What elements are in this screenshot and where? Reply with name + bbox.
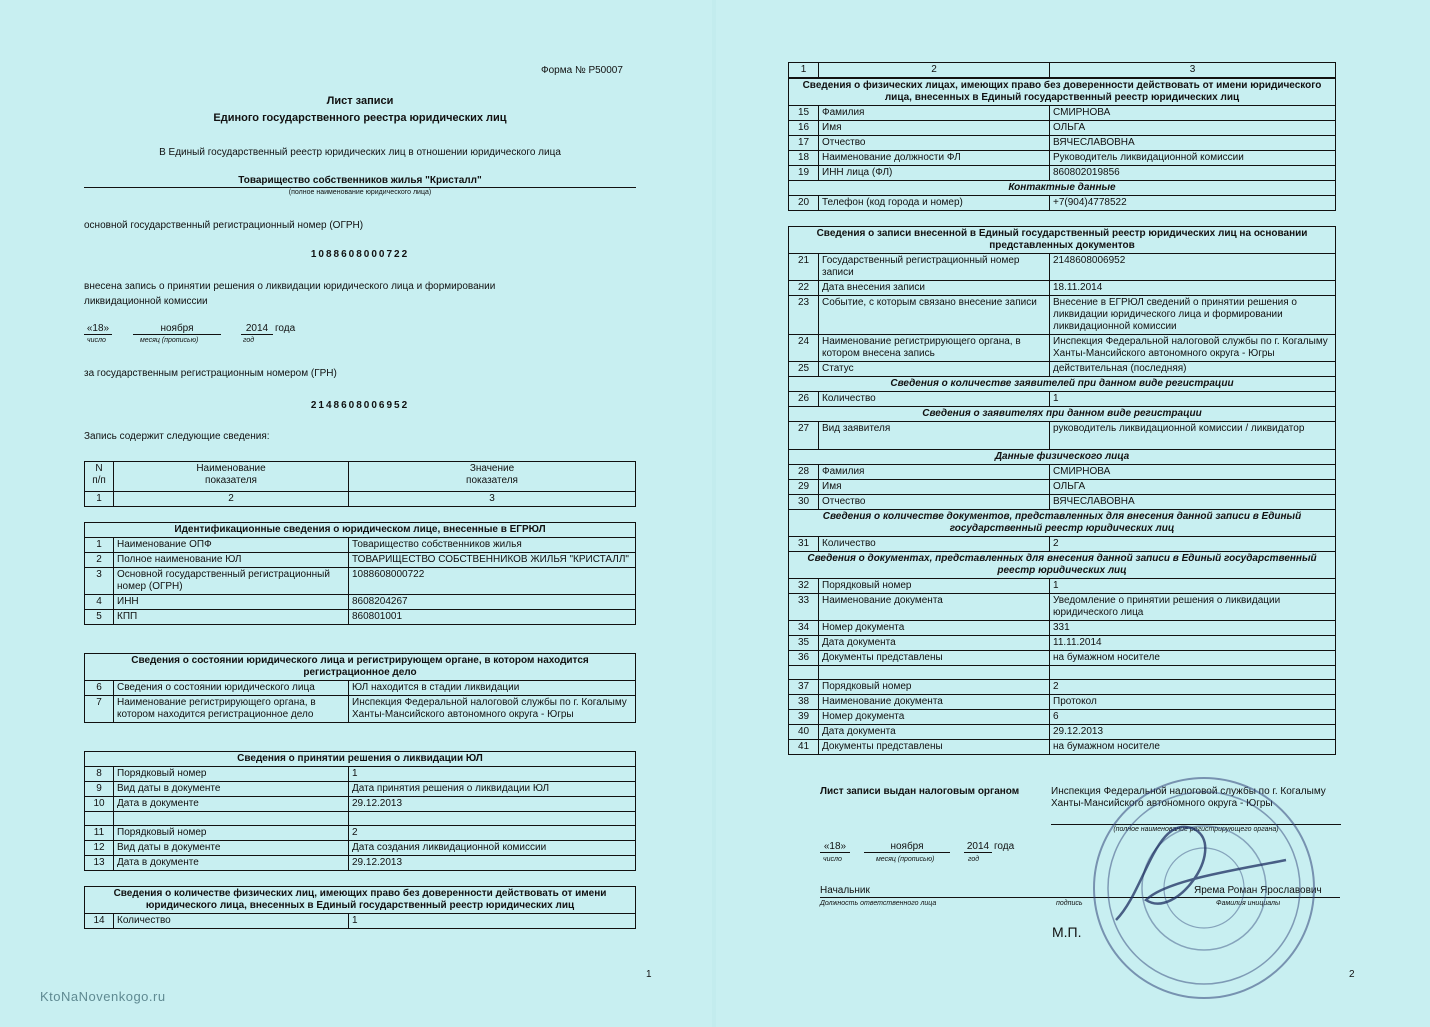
row-label: Количество bbox=[819, 537, 1050, 552]
date-day: «18» bbox=[84, 323, 112, 335]
row-value: на бумажном носителе bbox=[1050, 740, 1336, 755]
section-persons-count bbox=[84, 886, 636, 929]
table-row bbox=[789, 695, 1336, 710]
subsection-title: Сведения о количестве заявителей при данном виде регистрации bbox=[789, 377, 1336, 392]
row-value: ЮЛ находится в стадии ликвидации bbox=[349, 681, 636, 696]
row-label: Статус bbox=[819, 362, 1050, 377]
date-month: ноября bbox=[864, 841, 950, 853]
row-value: 1 bbox=[349, 914, 636, 929]
table-row bbox=[85, 856, 636, 871]
section-status bbox=[84, 653, 636, 723]
row-label: Имя bbox=[819, 480, 1050, 495]
row-label: ИНН bbox=[114, 595, 349, 610]
row-number bbox=[789, 666, 819, 680]
row-number: 25 bbox=[789, 362, 819, 377]
row-value: 29.12.2013 bbox=[349, 797, 636, 812]
row-label: Наименование регистрирующего органа, в котором внесена запись bbox=[819, 335, 1050, 362]
row-value: ВЯЧЕСЛАВОВНА bbox=[1050, 495, 1336, 510]
table-row bbox=[789, 362, 1336, 377]
row-number: 41 bbox=[789, 740, 819, 755]
table-row bbox=[789, 710, 1336, 725]
row-label: Наименование ОПФ bbox=[114, 538, 349, 553]
table-row bbox=[789, 725, 1336, 740]
position-value: Начальник bbox=[820, 885, 870, 896]
section-liquidation-decision bbox=[84, 751, 636, 871]
entry-line-1: внесена запись о принятии решения о ликвидации юридического лица и формировании bbox=[84, 281, 496, 292]
page-number: 1 bbox=[646, 969, 652, 980]
row-label: Дата внесения записи bbox=[819, 281, 1050, 296]
row-value: ВЯЧЕСЛАВОВНА bbox=[1050, 136, 1336, 151]
row-number: 1 bbox=[85, 538, 114, 553]
table-row bbox=[789, 136, 1336, 151]
signer-caption: Фамилия инициалы bbox=[1216, 900, 1281, 907]
table-row bbox=[85, 595, 636, 610]
row-number: 4 bbox=[85, 595, 114, 610]
caption-day: число bbox=[823, 856, 842, 863]
row-number: 28 bbox=[789, 465, 819, 480]
caption-day: число bbox=[87, 337, 106, 344]
row-number: 6 bbox=[85, 681, 114, 696]
row-number: 13 bbox=[85, 856, 114, 871]
row-value: Руководитель ликвидационной комиссии bbox=[1050, 151, 1336, 166]
table-row bbox=[789, 651, 1336, 666]
row-value: ТОВАРИЩЕСТВО СОБСТВЕННИКОВ ЖИЛЬЯ "КРИСТАЛЛ" bbox=[349, 553, 636, 568]
row-number: 23 bbox=[789, 296, 819, 335]
row-label: Дата документа bbox=[819, 725, 1050, 740]
row-label: Полное наименование ЮЛ bbox=[114, 553, 349, 568]
row-value: 860802019856 bbox=[1050, 166, 1336, 181]
row-value: +7(904)4778522 bbox=[1050, 196, 1336, 211]
row-label: Вид даты в документе bbox=[114, 782, 349, 797]
header-num-2: 2 bbox=[819, 63, 1050, 78]
date-year: 2014 bbox=[241, 323, 273, 335]
row-number: 30 bbox=[789, 495, 819, 510]
row-label: Порядковый номер bbox=[819, 579, 1050, 594]
issued-value: Инспекция Федеральной налоговой службы по г. Когалыму Ханты-Мансийского автономного округа - Югры bbox=[1051, 786, 1326, 809]
row-label: КПП bbox=[114, 610, 349, 625]
table-row bbox=[85, 568, 636, 595]
row-label: Имя bbox=[819, 121, 1050, 136]
row-value: Внесение в ЕГРЮЛ сведений о принятии решения о ликвидации юридического лица и формировании ликвидационной комиссии bbox=[1050, 296, 1336, 335]
table-row bbox=[789, 636, 1336, 651]
row-value: 1 bbox=[349, 767, 636, 782]
row-number: 21 bbox=[789, 254, 819, 281]
row-number: 8 bbox=[85, 767, 114, 782]
table-row bbox=[789, 579, 1336, 594]
table-row bbox=[789, 422, 1336, 450]
entry-line-2: ликвидационной комиссии bbox=[84, 296, 208, 307]
section-title: Сведения о состоянии юридического лица и регистрирующем органе, в котором находится регистрационное дело bbox=[85, 654, 636, 681]
row-label: Наименование регистрирующего органа, в котором находится регистрационное дело bbox=[114, 696, 349, 723]
table-row bbox=[85, 914, 636, 929]
signer-name: Ярема Роман Ярославович bbox=[1194, 885, 1322, 896]
row-value: Инспекция Федеральной налоговой службы по г. Когалыму Ханты-Мансийского автономного округа - Югры bbox=[1050, 335, 1336, 362]
row-label: Событие, с которым связано внесение записи bbox=[819, 296, 1050, 335]
row-label: Отчество bbox=[819, 136, 1050, 151]
row-number: 38 bbox=[789, 695, 819, 710]
subsection-title: Контактные данные bbox=[789, 181, 1336, 196]
row-label: Дата в документе bbox=[114, 856, 349, 871]
row-value: 331 bbox=[1050, 621, 1336, 636]
row-value: 2 bbox=[1050, 537, 1336, 552]
subsection-title: Сведения о заявителях при данном виде регистрации bbox=[789, 407, 1336, 422]
row-number: 33 bbox=[789, 594, 819, 621]
page-1 bbox=[0, 0, 712, 1027]
section-title: Идентификационные сведения о юридическом лице, внесенные в ЕГРЮЛ bbox=[85, 523, 636, 538]
row-value bbox=[349, 812, 636, 826]
row-label: Дата документа bbox=[819, 636, 1050, 651]
row-number: 5 bbox=[85, 610, 114, 625]
row-value bbox=[1050, 666, 1336, 680]
row-number: 36 bbox=[789, 651, 819, 666]
table-row bbox=[85, 797, 636, 812]
table-row bbox=[789, 740, 1336, 755]
page-2 bbox=[716, 0, 1430, 1027]
row-value: ОЛЬГА bbox=[1050, 480, 1336, 495]
org-caption: (полное наименование юридического лица) bbox=[288, 189, 432, 196]
row-value: Дата принятия решения о ликвидации ЮЛ bbox=[349, 782, 636, 797]
row-value: 1 bbox=[1050, 392, 1336, 407]
row-value: 860801001 bbox=[349, 610, 636, 625]
date-day: «18» bbox=[820, 841, 850, 853]
row-value: Дата создания ликвидационной комиссии bbox=[349, 841, 636, 856]
header-table bbox=[788, 62, 1336, 78]
row-label bbox=[819, 666, 1050, 680]
row-number: 9 bbox=[85, 782, 114, 797]
row-label: Дата в документе bbox=[114, 797, 349, 812]
header-num-3: 3 bbox=[349, 492, 636, 507]
row-value: 29.12.2013 bbox=[1050, 725, 1336, 740]
row-label: Порядковый номер bbox=[114, 767, 349, 782]
table-row bbox=[789, 537, 1336, 552]
ogrn-value: 1088608000722 bbox=[310, 249, 410, 260]
official-seal-icon bbox=[1086, 770, 1322, 1006]
row-value: СМИРНОВА bbox=[1050, 106, 1336, 121]
row-value: 11.11.2014 bbox=[1050, 636, 1336, 651]
date-suffix: года bbox=[275, 323, 296, 334]
row-number bbox=[85, 812, 114, 826]
subsection-title: Данные физического лица bbox=[789, 450, 1336, 465]
row-label: Порядковый номер bbox=[114, 826, 349, 841]
table-row bbox=[789, 621, 1336, 636]
row-number: 2 bbox=[85, 553, 114, 568]
intro-text: В Единый государственный реестр юридических лиц в отношении юридического лица bbox=[159, 147, 561, 158]
caption-year: год bbox=[968, 856, 980, 863]
row-label: Наименование должности ФЛ bbox=[819, 151, 1050, 166]
table-row bbox=[789, 106, 1336, 121]
row-value: Протокол bbox=[1050, 695, 1336, 710]
row-label: Основной государственный регистрационный номер (ОГРН) bbox=[114, 568, 349, 595]
row-label: Отчество bbox=[819, 495, 1050, 510]
row-value: действительная (последняя) bbox=[1050, 362, 1336, 377]
row-label: Документы представлены bbox=[819, 651, 1050, 666]
table-row bbox=[85, 812, 636, 826]
row-value: СМИРНОВА bbox=[1050, 465, 1336, 480]
row-value: 29.12.2013 bbox=[349, 856, 636, 871]
table-row bbox=[85, 681, 636, 696]
row-number: 16 bbox=[789, 121, 819, 136]
section-title: Сведения о физических лицах, имеющих право без доверенности действовать от имени юридического лица, внесенных в Единый государственный реестр юридических лиц bbox=[789, 79, 1336, 106]
row-label: Наименование документа bbox=[819, 594, 1050, 621]
row-number: 22 bbox=[789, 281, 819, 296]
row-label: Документы представлены bbox=[819, 740, 1050, 755]
row-number: 34 bbox=[789, 621, 819, 636]
header-col-2: Наименование показателя bbox=[114, 462, 349, 492]
row-label: Фамилия bbox=[819, 465, 1050, 480]
row-label bbox=[114, 812, 349, 826]
row-number: 40 bbox=[789, 725, 819, 740]
doc-title: Лист записи bbox=[326, 95, 394, 107]
table-row bbox=[85, 841, 636, 856]
table-row bbox=[85, 696, 636, 723]
table-row bbox=[789, 254, 1336, 281]
table-row bbox=[85, 538, 636, 553]
row-number: 10 bbox=[85, 797, 114, 812]
grn-value: 2148608006952 bbox=[310, 400, 410, 411]
table-row bbox=[789, 281, 1336, 296]
section-entry-info bbox=[788, 226, 1336, 755]
header-col-1: N п/п bbox=[85, 462, 114, 492]
header-col-3: Значение показателя bbox=[349, 462, 636, 492]
row-value: Инспекция Федеральной налоговой службы по г. Когалыму Ханты-Мансийского автономного округа - Югры bbox=[349, 696, 636, 723]
issued-label: Лист записи выдан налоговым органом bbox=[820, 786, 1020, 797]
caption-year: год bbox=[243, 337, 255, 344]
row-label: ИНН лица (ФЛ) bbox=[819, 166, 1050, 181]
row-value: Уведомление о принятии решения о ликвидации юридического лица bbox=[1050, 594, 1336, 621]
header-num-1: 1 bbox=[85, 492, 114, 507]
section-authorized-persons bbox=[788, 78, 1336, 211]
caption-month: месяц (прописью) bbox=[876, 856, 935, 863]
section-title: Сведения о записи внесенной в Единый государственный реестр юридических лиц на основании представленных документов bbox=[789, 227, 1336, 254]
row-number: 20 bbox=[789, 196, 819, 211]
section-title: Сведения о принятии решения о ликвидации ЮЛ bbox=[85, 752, 636, 767]
row-number: 17 bbox=[789, 136, 819, 151]
row-label: Номер документа bbox=[819, 710, 1050, 725]
row-label: Количество bbox=[819, 392, 1050, 407]
row-number: 14 bbox=[85, 914, 114, 929]
row-value: руководитель ликвидационной комиссии / ликвидатор bbox=[1050, 422, 1336, 450]
page-number: 2 bbox=[1349, 969, 1355, 980]
row-number: 26 bbox=[789, 392, 819, 407]
form-number: Форма № Р50007 bbox=[541, 65, 623, 76]
row-number: 15 bbox=[789, 106, 819, 121]
table-row bbox=[789, 594, 1336, 621]
table-row bbox=[789, 151, 1336, 166]
caption-month: месяц (прописью) bbox=[140, 337, 199, 344]
table-row bbox=[789, 166, 1336, 181]
table-row bbox=[789, 335, 1336, 362]
table-row bbox=[789, 680, 1336, 695]
row-label: Порядковый номер bbox=[819, 680, 1050, 695]
table-row bbox=[85, 767, 636, 782]
org-name: Товарищество собственников жилья "Кристалл" bbox=[84, 175, 636, 188]
row-number: 18 bbox=[789, 151, 819, 166]
section-identification bbox=[84, 522, 636, 625]
grn-label: за государственным регистрационным номером (ГРН) bbox=[84, 368, 337, 379]
row-value: 1 bbox=[1050, 579, 1336, 594]
position-caption: Должность ответственного лица bbox=[820, 900, 937, 907]
header-num-2: 2 bbox=[114, 492, 349, 507]
ogrn-label: основной государственный регистрационный номер (ОГРН) bbox=[84, 220, 364, 231]
row-number: 24 bbox=[789, 335, 819, 362]
row-label: Вид заявителя bbox=[819, 422, 1050, 450]
subsection-title: Сведения о документах, представленных для внесения данной записи в Единый государственный реестр юридических лиц bbox=[789, 552, 1336, 579]
date-year: 2014 bbox=[964, 841, 992, 853]
watermark: KtoNaNovenkogo.ru bbox=[40, 989, 166, 1004]
row-label: Государственный регистрационный номер записи bbox=[819, 254, 1050, 281]
signature-stroke bbox=[1116, 827, 1286, 920]
row-value: 2148608006952 bbox=[1050, 254, 1336, 281]
signature-caption: подпись bbox=[1056, 900, 1083, 907]
row-label: Сведения о состоянии юридического лица bbox=[114, 681, 349, 696]
row-value: 1088608000722 bbox=[349, 568, 636, 595]
table-row bbox=[789, 495, 1336, 510]
table-row bbox=[789, 296, 1336, 335]
table-row bbox=[789, 121, 1336, 136]
row-number: 39 bbox=[789, 710, 819, 725]
row-value: 2 bbox=[349, 826, 636, 841]
row-value: 2 bbox=[1050, 680, 1336, 695]
section-title: Сведения о количестве физических лиц, имеющих право без доверенности действовать от имени юридического лица, внесенных в Единый государственный реестр юридических лиц bbox=[85, 887, 636, 914]
row-label: Количество bbox=[114, 914, 349, 929]
date-suffix: года bbox=[994, 841, 1015, 852]
table-row bbox=[789, 196, 1336, 211]
row-label: Вид даты в документе bbox=[114, 841, 349, 856]
contains-text: Запись содержит следующие сведения: bbox=[84, 431, 270, 442]
issued-caption: (полное наименование регистрирующего органа) bbox=[1113, 826, 1279, 833]
date-month: ноября bbox=[133, 323, 221, 335]
table-row bbox=[85, 826, 636, 841]
table-row bbox=[789, 480, 1336, 495]
row-number: 32 bbox=[789, 579, 819, 594]
row-number: 31 bbox=[789, 537, 819, 552]
row-value: на бумажном носителе bbox=[1050, 651, 1336, 666]
row-value: ОЛЬГА bbox=[1050, 121, 1336, 136]
table-row bbox=[85, 782, 636, 797]
row-label: Телефон (код города и номер) bbox=[819, 196, 1050, 211]
row-number: 19 bbox=[789, 166, 819, 181]
table-row bbox=[789, 666, 1336, 680]
row-label: Наименование документа bbox=[819, 695, 1050, 710]
row-number: 35 bbox=[789, 636, 819, 651]
row-number: 11 bbox=[85, 826, 114, 841]
row-label: Фамилия bbox=[819, 106, 1050, 121]
row-number: 12 bbox=[85, 841, 114, 856]
table-row bbox=[85, 553, 636, 568]
table-row bbox=[789, 465, 1336, 480]
row-number: 27 bbox=[789, 422, 819, 450]
table-row bbox=[85, 610, 636, 625]
header-table bbox=[84, 461, 636, 507]
row-number: 29 bbox=[789, 480, 819, 495]
row-value: Товарищество собственников жилья bbox=[349, 538, 636, 553]
header-num-1: 1 bbox=[789, 63, 819, 78]
header-num-3: 3 bbox=[1050, 63, 1336, 78]
row-number: 37 bbox=[789, 680, 819, 695]
row-value: 8608204267 bbox=[349, 595, 636, 610]
row-value: 18.11.2014 bbox=[1050, 281, 1336, 296]
row-value: 6 bbox=[1050, 710, 1336, 725]
row-number: 3 bbox=[85, 568, 114, 595]
subsection-title: Сведения о количестве документов, представленных для внесения данной записи в Единый государственный реестр юридических лиц bbox=[789, 510, 1336, 537]
stamp-place-label: М.П. bbox=[1052, 924, 1082, 940]
row-label: Номер документа bbox=[819, 621, 1050, 636]
row-number: 7 bbox=[85, 696, 114, 723]
table-row bbox=[789, 392, 1336, 407]
doc-subtitle: Единого государственного реестра юридических лиц bbox=[213, 112, 507, 124]
